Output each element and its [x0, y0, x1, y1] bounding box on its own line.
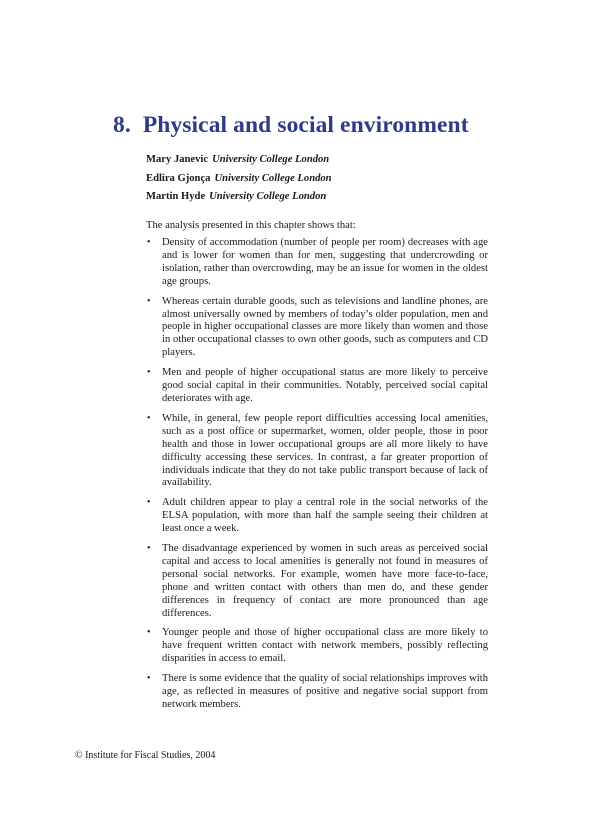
bullet-marker: • — [147, 412, 151, 424]
author-affiliation: University College London — [212, 154, 330, 165]
finding-text: Younger people and those of higher occupational class are more likely to have frequent written contact with network members, possibly reflecting disparities in access to email. — [162, 627, 488, 665]
finding-item — [146, 673, 488, 712]
bullet-marker: • — [147, 627, 151, 639]
chapter-number: 8. — [113, 112, 131, 138]
bullet-marker: • — [147, 673, 151, 685]
author-affiliation: University College London — [214, 172, 332, 184]
chapter-title — [113, 112, 469, 139]
author-name: Edlira Gjonça — [146, 172, 211, 184]
finding-item — [146, 413, 488, 490]
finding-text: The disadvantage experienced by women in such areas as perceived social capital and access to local amenities is generally not found in measures of personal social networks. For example, women have more face-to-face, phone and written contact with others than men do, and these gender differences in frequency of contact are more pronounced than age differences. — [162, 543, 488, 619]
chapter-title-text: Physical and social environment — [142, 112, 469, 138]
finding-item — [146, 543, 488, 620]
author-affiliation: University College London — [209, 191, 327, 203]
finding-text: Men and people of higher occupational status are more likely to perceive good social capital in their communities. Notably, perceived social capital deteriorates with age. — [162, 367, 488, 404]
author-name: Martin Hyde — [146, 191, 206, 203]
bullet-marker: • — [147, 295, 151, 307]
finding-text: While, in general, few people report difficulties accessing local amenities, such as a post office or supermarket, women, older people, those in poor health and those in lower occupational groups are all more likely to have difficulty accessing these services. In contrast, a far greater proportion of individuals indicate that they do not take public transport because of lack of availability. — [162, 412, 488, 489]
finding-item — [146, 367, 488, 406]
bullet-marker: • — [147, 237, 151, 248]
author-line — [146, 171, 332, 187]
finding-text: Adult children appear to play a central role in the social networks of the ELSA population, with more than half the sample seeing their children at least once a week. — [162, 497, 488, 535]
copyright-footer: © Institute for Fiscal Studies, 2004 — [75, 750, 216, 761]
finding-item — [146, 627, 488, 666]
finding-text: There is some evidence that the quality of social relationships improves with age, as reflected in measures of positive and negative social support from network members. — [162, 673, 488, 710]
finding-text: Whereas certain durable goods, such as televisions and landline phones, are almost universally owned by members of today’s older population, men and people in higher occupational classes are more likely than women and those in other occupational classes to own other goods, such as computers and CD players. — [162, 295, 488, 359]
finding-item — [146, 497, 488, 536]
author-name: Mary Janevic — [146, 154, 209, 165]
findings-list — [146, 237, 488, 719]
author-list — [146, 152, 332, 208]
bullet-marker: • — [147, 367, 151, 379]
author-line — [146, 189, 332, 205]
finding-item — [146, 296, 488, 361]
intro-paragraph: The analysis presented in this chapter shows that: — [146, 220, 356, 231]
bullet-marker: • — [147, 543, 151, 555]
author-line — [146, 152, 332, 168]
finding-item — [146, 237, 488, 289]
bullet-marker: • — [147, 497, 151, 509]
finding-text: Density of accommodation (number of people per room) decreases with age and is lower for women than for men, suggesting that undercrowding or isolation, rather than overcrowding, may be an issue for women in the oldest age groups. — [162, 237, 488, 287]
